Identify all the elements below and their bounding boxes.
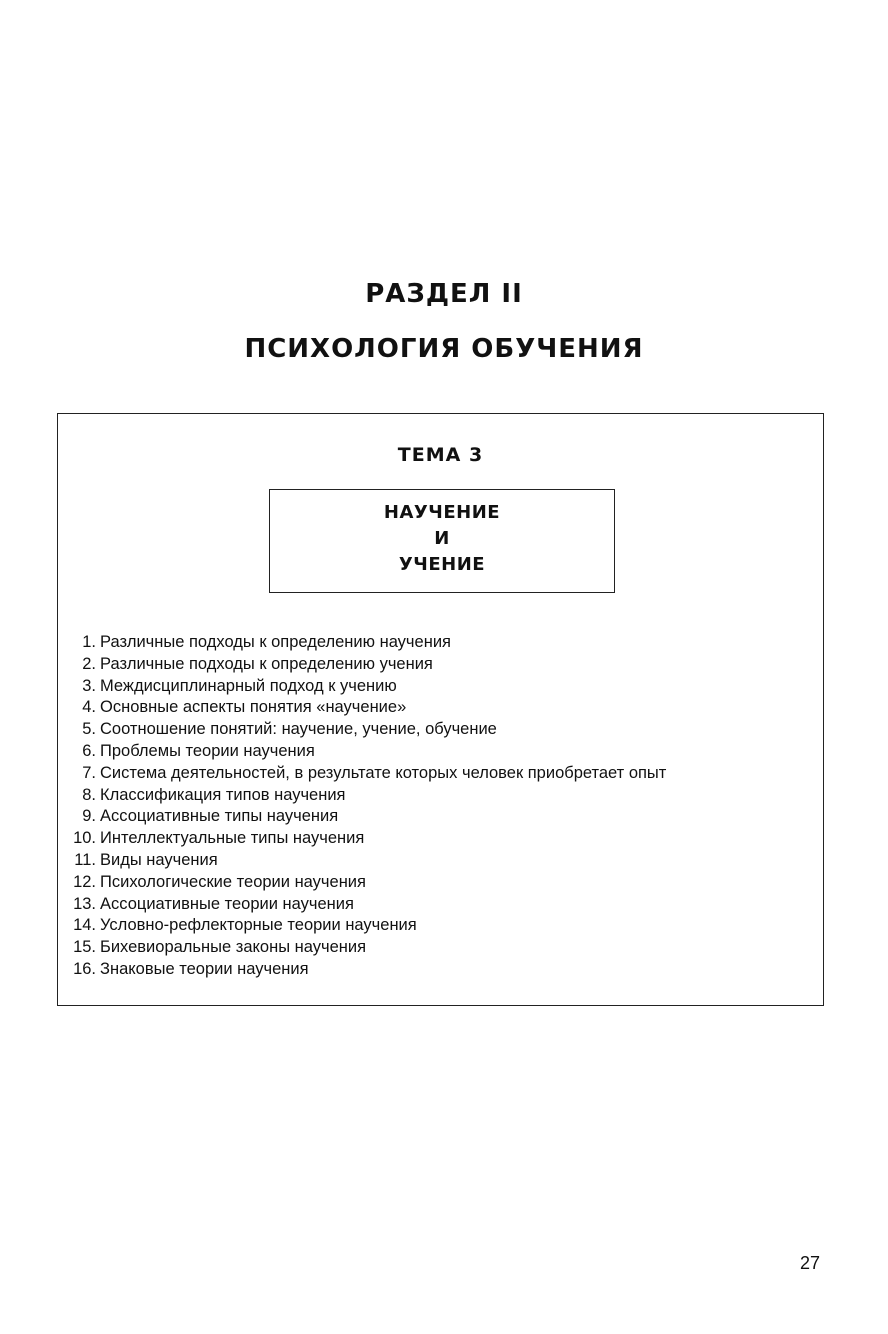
list-item [64, 872, 666, 894]
item-text: Различные подходы к определению учения [100, 654, 433, 673]
item-text: Виды научения [100, 850, 218, 869]
list-item [64, 632, 666, 654]
list-item [64, 828, 666, 850]
list-item [64, 697, 666, 719]
item-text: Интеллектуальные типы научения [100, 829, 365, 848]
item-number: 14. [73, 916, 96, 935]
item-number: 2. [82, 654, 96, 673]
item-text: Психологические теории научения [100, 872, 366, 891]
page-number: 27 [800, 1253, 821, 1273]
list-item [64, 850, 666, 872]
item-text: Бихевиоральные законы научения [100, 938, 367, 957]
item-number: 7. [82, 763, 96, 782]
theme-frame [57, 413, 824, 1006]
item-text: Основные аспекты понятия «научение» [100, 698, 407, 717]
topic-title-line: УЧЕНИЕ [398, 554, 486, 575]
section-label: РАЗДЕЛ II [365, 279, 523, 309]
list-item [64, 676, 666, 698]
list-item [64, 915, 666, 937]
item-text: Классификация типов научения [100, 785, 346, 804]
item-text: Ассоциативные теории научения [100, 894, 354, 913]
item-text: Ассоциативные типы научения [100, 807, 339, 826]
list-item [64, 785, 666, 807]
item-number: 4. [82, 698, 96, 717]
list-item [64, 959, 666, 981]
list-item [64, 763, 666, 785]
item-number: 13. [73, 894, 96, 913]
topic-title-line: НАУЧЕНИЕ [383, 502, 501, 523]
item-text: Условно-рефлекторные теории научения [100, 916, 417, 935]
section-name: ПСИХОЛОГИЯ ОБУЧЕНИЯ [244, 334, 644, 364]
item-text: Знаковые теории научения [100, 959, 309, 978]
item-text: Соотношение понятий: научение, учение, обучение [100, 720, 497, 739]
list-item [64, 741, 666, 763]
item-number: 5. [82, 720, 96, 739]
item-number: 16. [73, 959, 96, 978]
item-text: Различные подходы к определению научения [100, 633, 451, 651]
theme-label: ТЕМА 3 [397, 444, 484, 466]
item-text: Междисциплинарный подход к учению [100, 676, 397, 695]
list-item [64, 719, 666, 741]
item-number: 9. [82, 807, 96, 826]
item-number: 10. [73, 829, 96, 848]
item-number: 15. [73, 938, 96, 957]
item-number: 8. [82, 785, 96, 804]
topic-title-line: И [434, 528, 450, 549]
item-number: 1. [82, 633, 96, 651]
item-number: 6. [82, 741, 96, 760]
contents-list [64, 632, 666, 981]
item-number: 12. [73, 872, 96, 891]
item-text: Проблемы теории научения [100, 741, 315, 760]
topic-title-box [269, 489, 615, 593]
list-item [64, 806, 666, 828]
list-item [64, 937, 666, 959]
item-text: Система деятельностей, в результате которых человек приобретает опыт [100, 763, 667, 782]
item-number: 3. [82, 676, 96, 695]
list-item [64, 894, 666, 916]
item-number: 11. [74, 850, 96, 869]
list-item [64, 654, 666, 676]
